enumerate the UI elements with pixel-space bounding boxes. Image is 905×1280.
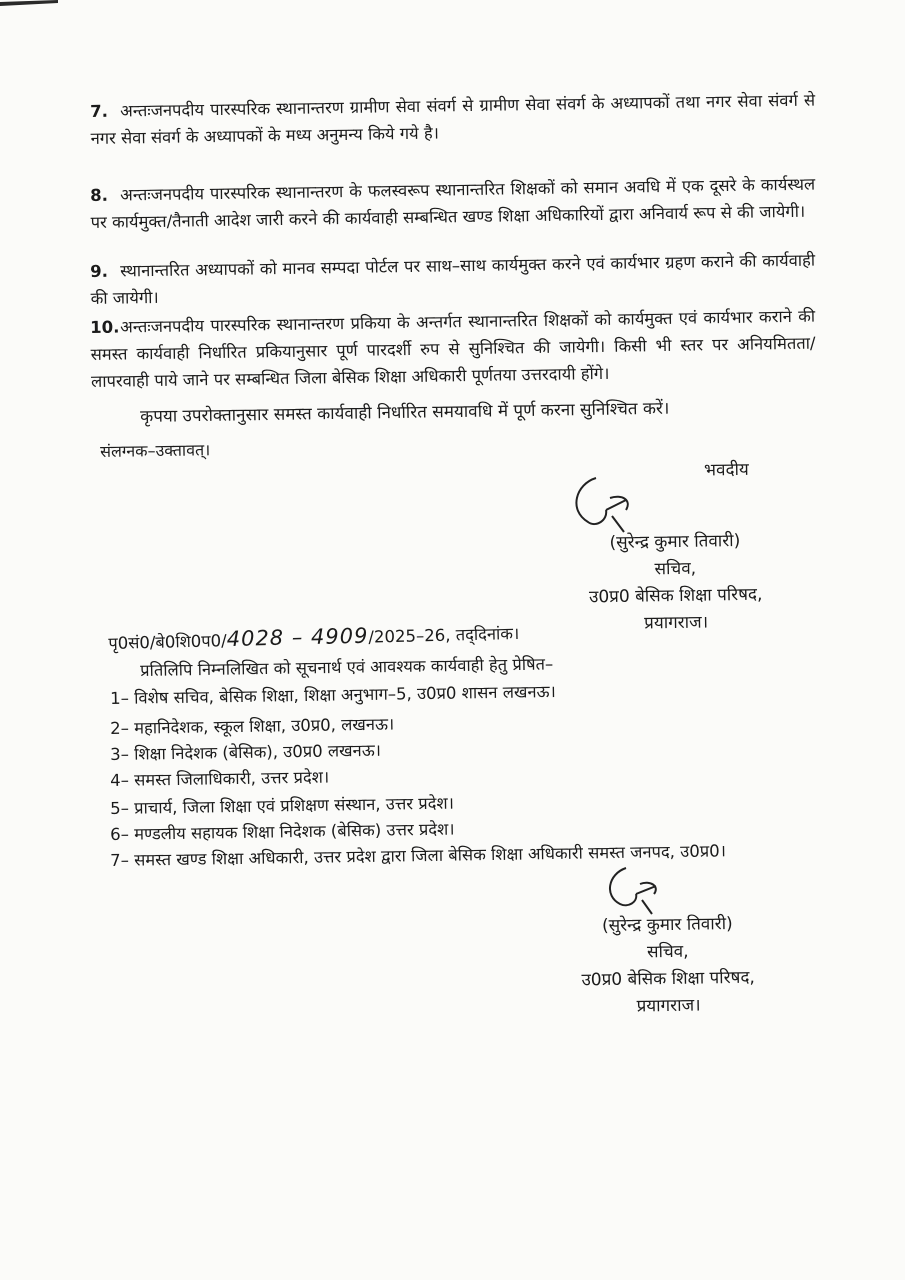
- point-10: [90, 303, 816, 395]
- point-number: 8.: [90, 185, 109, 205]
- signature-block-1: [559, 456, 792, 639]
- distribution-item: 3– शिक्षा निदेशक (बेसिक), उ0प्र0 लखनऊ।: [110, 740, 382, 764]
- scan-edge-mark: [0, 0, 60, 8]
- copy-intro: प्रतिलिपि निम्नलिखित को सूचनार्थ एवं आवश्यक कार्यवाही हेतु प्रेषित–: [140, 654, 554, 680]
- point-text: स्थानान्तरित अध्यापकों को मानव सम्पदा पोर्टल पर साथ–साथ कार्यमुक्त करने एवं कार्यभार ग्रहण कराने की कार्यवाही की जायेगी।: [90, 250, 816, 308]
- signatory-city: प्रयागराज।: [636, 995, 701, 1017]
- salutation: भवदीय: [703, 459, 749, 481]
- signatory-designation: सचिव,: [646, 941, 689, 963]
- point-number: 9.: [90, 261, 109, 281]
- point-text: अन्तःजनपदीय पारस्परिक स्थानान्तरण प्रकिया के अन्तर्गत स्थानान्तरित शिक्षकों को कार्यमुक्त एवं कार्यभार कराने की समस्त कार्यवाही निर्धारित प्रकियानुसार पूर्ण पारदर्शी रुप से सुनिश्चित की जायेगी। किसी भी स्तर पर अनियमितता/लापरवाही पाये जाने पर सम्बन्धित जिला बेसिक शिक्षा अधिकारी पूर्णतया उत्तरदायी होंगे।: [90, 306, 816, 391]
- signature-icon: [600, 862, 670, 918]
- reference-prefix: पृ0सं0/बे0शि0प0/: [108, 631, 227, 653]
- point-9: [90, 247, 816, 312]
- signatory-name: (सुरेन्द्र कुमार तिवारी): [601, 913, 733, 937]
- enclosure-note: संलग्नक–उक्तावत्।: [100, 440, 211, 461]
- distribution-item: 6– मण्डलीय सहायक शिक्षा निदेशक (बेसिक) उत्तर प्रदेश।: [110, 819, 455, 844]
- point-text: अन्तःजनपदीय पारस्परिक स्थानान्तरण ग्रामीण सेवा संवर्ग से ग्रामीण सेवा संवर्ग के अध्यापकों तथा नगर सेवा संवर्ग से नगर सेवा संवर्ग के अध्यापकों के मध्य अनुमन्य किये गये है।: [90, 90, 816, 148]
- signatory-name: (सुरेन्द्र कुमार तिवारी): [609, 530, 741, 554]
- distribution-item: 1– विशेष सचिव, बेसिक शिक्षा, शिक्षा अनुभाग–5, उ0प्र0 शासन लखनऊ।: [110, 681, 556, 708]
- reference-handwritten: 4028 – 4909: [226, 623, 369, 652]
- point-7: [90, 87, 816, 152]
- reference-suffix: /2025–26, तद्‌दिनांक।: [368, 623, 520, 647]
- distribution-item: 2– महानिदेशक, स्कूल शिक्षा, उ0प्र0, लखनऊ।: [110, 714, 395, 738]
- signatory-office: उ0प्र0 बेसिक शिक्षा परिषद,: [581, 967, 756, 991]
- signatory-city: प्रयागराज।: [644, 612, 709, 634]
- point-number: 10.: [90, 317, 120, 337]
- closing-request: कृपया उपरोक्तानुसार समस्त कार्यवाही निर्धारित समयावधि में पूर्ण करना सुनिश्चित करें।: [140, 398, 670, 427]
- point-8: [90, 171, 816, 236]
- distribution-item: 4– समस्त जिलाधिकारी, उत्तर प्रदेश।: [110, 767, 330, 790]
- signatory-office: उ0प्र0 बेसिक शिक्षा परिषद,: [588, 584, 763, 608]
- distribution-item: 7– समस्त खण्ड शिक्षा अधिकारी, उत्तर प्रदेश द्वारा जिला बेसिक शिक्षा अधिकारी समस्त जनपद, उ0प्र0।: [110, 841, 727, 870]
- point-text: अन्तःजनपदीय पारस्परिक स्थानान्तरण के फलस्वरूप स्थानान्तरित शिक्षकों को समान अवधि में एक दूसरे के कार्यस्थल पर कार्यमुक्त/तैनाती आदेश जारी करने की कार्यवाही सम्बन्धित खण्ड शिक्षा अधिकारियों द्वारा अनिवार्य रूप से की जायेगी।: [90, 174, 816, 232]
- point-number: 7.: [90, 101, 109, 121]
- reference-number: [108, 615, 728, 654]
- signature-block-2: [547, 910, 789, 1022]
- signatory-designation: सचिव,: [654, 558, 697, 580]
- distribution-item: 5– प्राचार्य, जिला शिक्षा एवं प्रशिक्षण संस्थान, उत्तर प्रदेश।: [110, 793, 455, 818]
